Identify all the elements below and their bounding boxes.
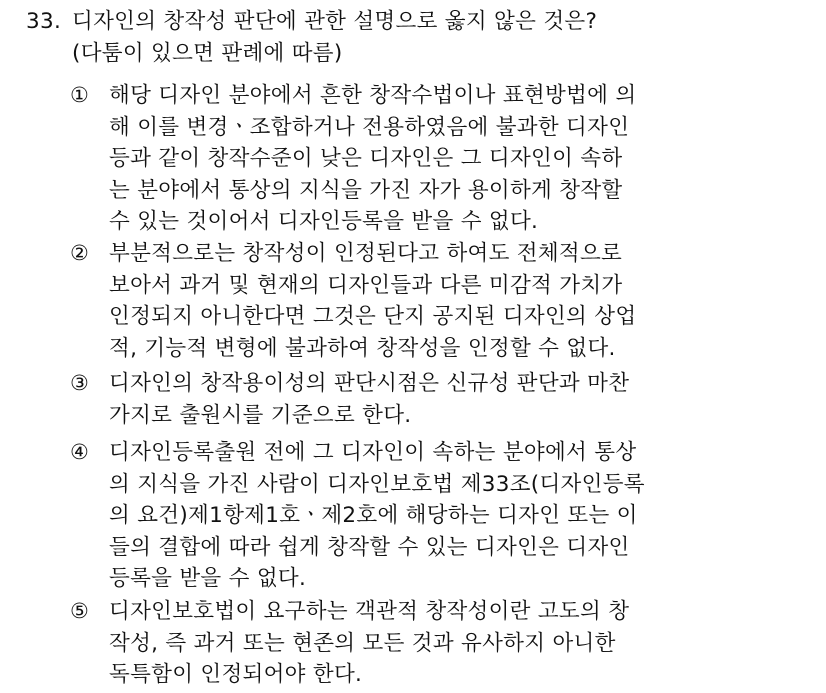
- option-line: 해 이를 변경ㆍ조합하거나 전용하였음에 불과한 디자인: [109, 114, 630, 140]
- option-2-text: [109, 238, 810, 364]
- option-line: 등과 같이 창작수준이 낮은 디자인은 그 디자인이 속하: [109, 146, 623, 171]
- option-4-marker: ④: [70, 440, 90, 464]
- option-line: 등록을 받을 수 없다.: [109, 566, 307, 591]
- option-line: 해당 디자인 분야에서 흔한 창작수법이나 표현방법에 의: [109, 83, 637, 108]
- option-5: [70, 596, 810, 691]
- option-line: 보아서 과거 및 현재의 디자인들과 다른 미감적 가치가: [109, 272, 623, 298]
- option-line: 디자인등록출원 전에 그 디자인이 속하는 분야에서 통상: [109, 440, 637, 465]
- option-line: 디자인의 창작용이성의 판단시점은 신규성 판단과 마찬: [109, 371, 630, 396]
- option-line: 수 있는 것이어서 디자인등록을 받을 수 없다.: [109, 209, 539, 234]
- option-3-marker: ③: [70, 371, 90, 395]
- option-1-marker: ①: [70, 83, 90, 107]
- option-line: 작성, 즉 과거 또는 현존의 모든 것과 유사하지 아니한: [109, 630, 616, 656]
- option-4: [70, 437, 810, 595]
- option-1: [70, 80, 810, 238]
- option-line: 인정되지 아니한다면 그것은 단지 공지된 디자인의 상업: [109, 304, 637, 329]
- option-line: 의 요건)제1항제1호ㆍ제2호에 해당하는 디자인 또는 이: [109, 503, 638, 528]
- option-2: [70, 238, 810, 364]
- question-condition: (다툼이 있으면 판례에 따름): [72, 41, 343, 66]
- question-text: 디자인의 창작성 판단에 관한 설명으로 옳지 않은 것은?: [72, 9, 598, 34]
- option-5-marker: ⑤: [70, 599, 90, 623]
- option-3: [70, 368, 810, 431]
- option-4-text: [109, 437, 810, 595]
- question-number: 33.: [26, 9, 62, 34]
- option-line: 는 분야에서 통상의 지식을 가진 자가 용이하게 창작할: [109, 177, 623, 203]
- option-line: 부분적으로는 창작성이 인정된다고 하여도 전체적으로: [109, 241, 623, 266]
- option-line: 디자인보호법이 요구하는 객관적 창작성이란 고도의 창: [109, 599, 630, 624]
- option-line: 가지로 출원시를 기준으로 한다.: [109, 402, 412, 428]
- option-3-text: [109, 368, 810, 431]
- option-line: 들의 결합에 따라 쉽게 창작할 수 있는 디자인은 디자인: [109, 534, 630, 560]
- option-5-text: [109, 596, 810, 691]
- option-line: 의 지식을 가진 사람이 디자인보호법 제33조(디자인등록: [109, 471, 645, 497]
- option-line: 적, 기능적 변형에 불과하여 창작성을 인정할 수 없다.: [109, 335, 616, 361]
- option-1-text: [109, 80, 810, 238]
- option-2-marker: ②: [70, 241, 90, 265]
- question-stem: [26, 6, 816, 70]
- question-title-line: [26, 6, 816, 38]
- option-line: 독특함이 인정되어야 한다.: [109, 662, 363, 687]
